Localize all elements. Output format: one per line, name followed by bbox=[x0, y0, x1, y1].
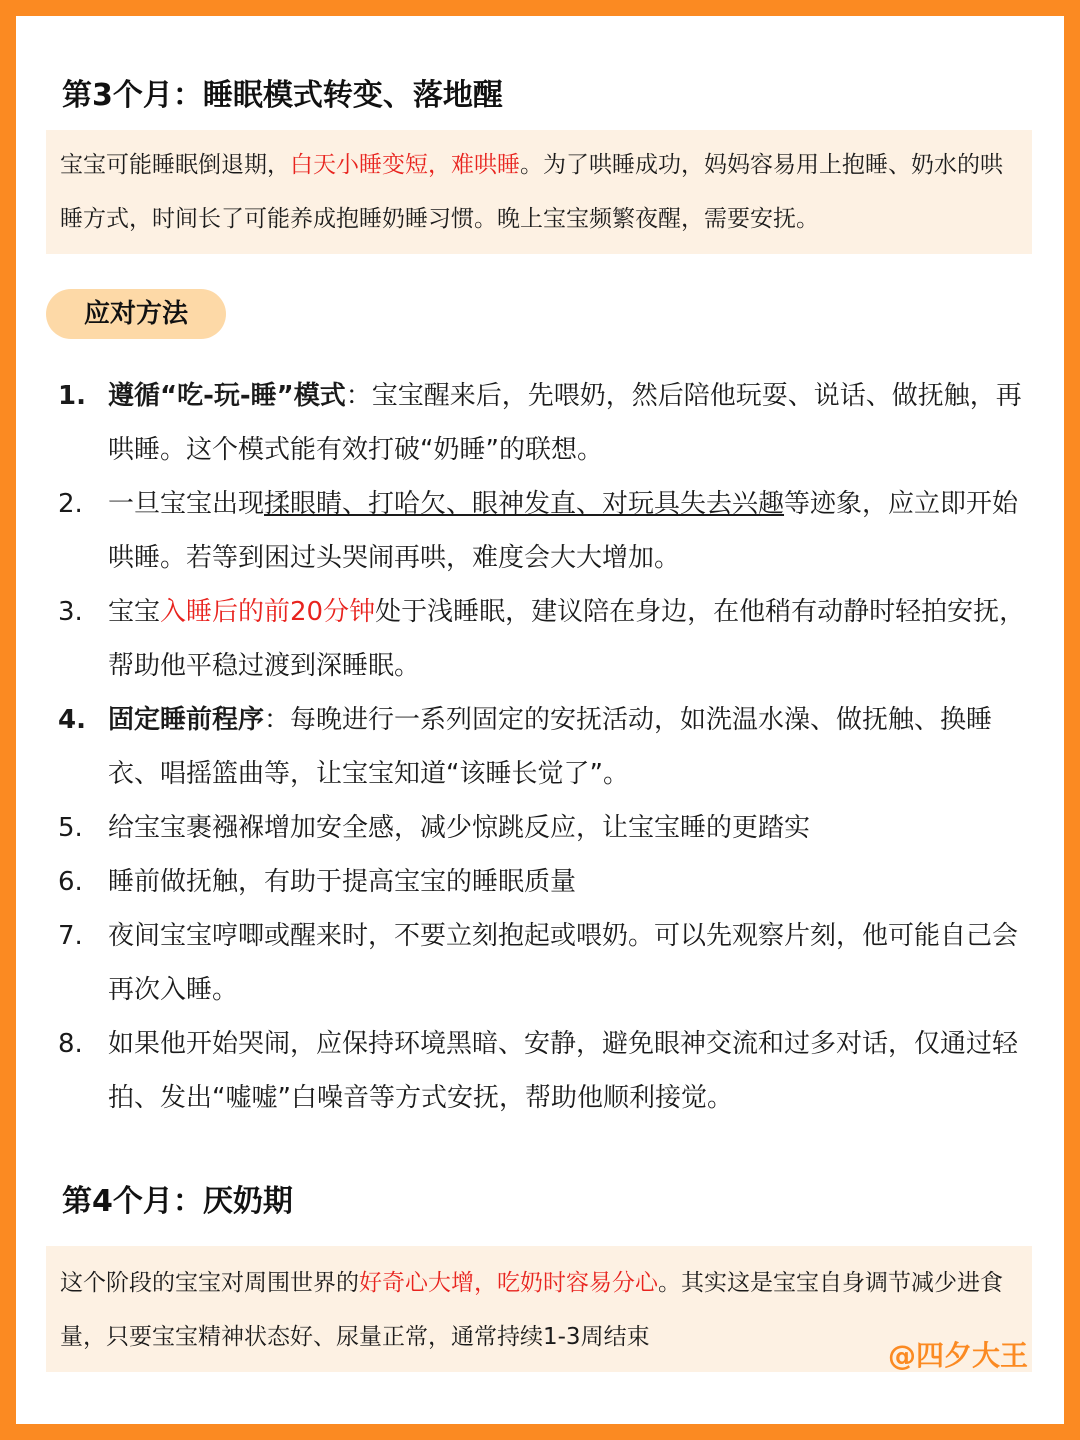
item-number: 8. bbox=[58, 1029, 83, 1059]
intro-highlight: 好奇心大增，吃奶时容易分心 bbox=[359, 1270, 658, 1296]
item-underline: 揉眼睛、打哈欠、眼神发直、对玩具失去兴趣 bbox=[264, 489, 785, 519]
section-title-month3: 第3个月：睡眠模式转变、落地醒 bbox=[62, 78, 503, 113]
methods-list bbox=[58, 369, 1028, 1125]
list-item bbox=[58, 369, 1028, 477]
list-item bbox=[58, 585, 1028, 693]
item-text: 夜间宝宝哼唧或醒来时，不要立刻抱起或喂奶。可以先观察片刻，他可能自己会再次入睡。 bbox=[108, 921, 1019, 1005]
item-text: 给宝宝裹襁褓增加安全感，减少惊跳反应，让宝宝睡的更踏实 bbox=[108, 813, 811, 843]
item-text-pre: 宝宝 bbox=[108, 597, 161, 627]
list-item bbox=[58, 855, 1028, 909]
item-text-pre: 一旦宝宝出现 bbox=[108, 489, 265, 519]
item-number: 6. bbox=[58, 867, 83, 897]
item-number: 2. bbox=[58, 489, 83, 519]
item-text-post: 处于浅睡眠，建议陪在身边，在他稍有动静时轻拍安抚，帮助他平稳过渡到深睡眠。 bbox=[108, 597, 1026, 681]
item-number: 7. bbox=[58, 921, 83, 951]
intro-box-month3 bbox=[46, 130, 1032, 254]
item-bold: 固定睡前程序 bbox=[108, 705, 265, 735]
list-item bbox=[58, 693, 1028, 801]
item-text-post: 等迹象，应立即开始哄睡。若等到困过头哭闹再哄，难度会大大增加。 bbox=[108, 489, 1019, 573]
item-text: 如果他开始哭闹，应保持环境黑暗、安静，避免眼神交流和过多对话，仅通过轻拍、发出“嘘嘘”白噪音等方式安抚，帮助他顺利接觉。 bbox=[108, 1029, 1019, 1113]
author-watermark: @四夕大王 bbox=[887, 1339, 1028, 1372]
item-red: 入睡后的前20分钟 bbox=[160, 597, 376, 627]
intro-text-b: 。其实这是宝宝自身调节减少进食量，只要宝宝精神状态好、尿量正常，通常持续1-3周结束 bbox=[60, 1270, 1003, 1350]
intro-text-a: 这个阶段的宝宝对周围世界的 bbox=[60, 1270, 359, 1296]
item-number: 1. bbox=[58, 381, 86, 411]
list-item bbox=[58, 477, 1028, 585]
list-item bbox=[58, 801, 1028, 855]
item-text: ：每晚进行一系列固定的安抚活动，如洗温水澡、做抚触、换睡衣、唱摇篮曲等，让宝宝知道“该睡长觉了”。 bbox=[108, 705, 993, 789]
intro-text-b: 。为了哄睡成功，妈妈容易用上抱睡、奶水的哄睡方式，时间长了可能养成抱睡奶睡习惯。晚上宝宝频繁夜醒，需要安抚。 bbox=[60, 152, 1003, 232]
list-item bbox=[58, 909, 1028, 1017]
item-text: ：宝宝醒来后，先喂奶，然后陪他玩耍、说话、做抚触，再哄睡。这个模式能有效打破“奶睡”的联想。 bbox=[108, 381, 1022, 465]
section-title-month4: 第4个月：厌奶期 bbox=[62, 1184, 293, 1219]
methods-pill: 应对方法 bbox=[46, 289, 226, 339]
item-text: 睡前做抚触，有助于提高宝宝的睡眠质量 bbox=[108, 867, 577, 897]
intro-box-month4 bbox=[46, 1246, 1032, 1372]
item-number: 3. bbox=[58, 597, 83, 627]
item-number: 5. bbox=[58, 813, 83, 843]
list-item bbox=[58, 1017, 1028, 1125]
item-bold: 遵循“吃-玩-睡”模式 bbox=[108, 381, 346, 411]
intro-highlight: 白天小睡变短，难哄睡 bbox=[290, 152, 520, 178]
item-number: 4. bbox=[58, 705, 86, 735]
intro-text-a: 宝宝可能睡眠倒退期， bbox=[60, 152, 290, 178]
